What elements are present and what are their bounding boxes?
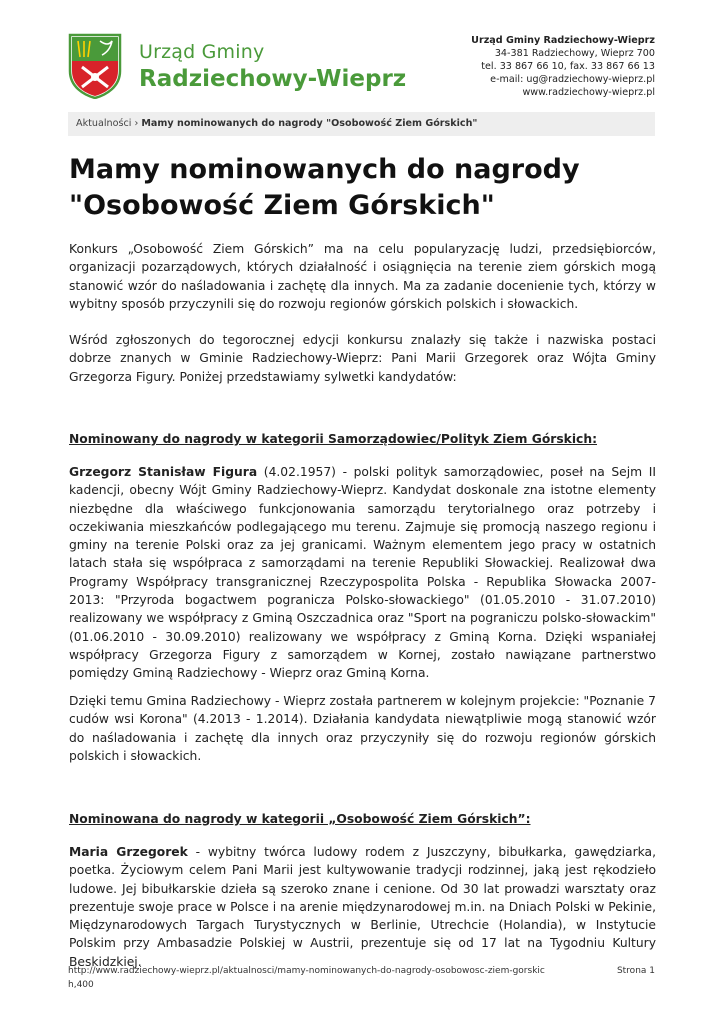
contact-office-name: Urząd Gminy Radziechowy-Wieprz — [471, 35, 655, 46]
breadcrumb-current: Mamy nominowanych do nagrody "Osobowość Ziem Górskich" — [141, 118, 478, 129]
breadcrumb-parent-link[interactable]: Aktualności — [76, 118, 132, 129]
intro-paragraph: Konkurs „Osobowość Ziem Górskich” ma na celu popularyzację ludzi, przedsiębiorców, organizacji pozarządowych, których działalność i osiągnięcia na terenie ziem górskich mogą stanowić wzór do naśladowania i zachętę dla innych. Ma za zadanie docenienie tych, którzy w wybitny sposób przyczynili się do rozwoju regionów górskich polskich i słowackich. — [69, 242, 656, 311]
section2-heading: Nominowana do nagrody w kategorii „Osobowość Ziem Górskich”: — [69, 812, 531, 826]
breadcrumb-separator: › — [134, 118, 139, 129]
section2-paragraph — [69, 843, 656, 971]
section1-person-name: Grzegorz Stanisław Figura — [69, 465, 258, 479]
section2-person-name: Maria Grzegorek — [69, 845, 188, 859]
logo-title-line1: Urząd Gminy — [139, 41, 265, 63]
coat-of-arms-icon — [68, 33, 122, 99]
contact-info — [471, 34, 655, 99]
municipality-logo[interactable] — [68, 33, 407, 99]
section1-person-bio: (4.02.1957) - polski polityk samorządowiec, poseł na Sejm II kadencji, obecny Wójt Gminy Radziechowy-Wieprz. Kandydat doskonale zna istotne elementy niezbędne dla właściwego funkcjonowania samorządu terytorialnego oraz potrzeby i oczekiwania mieszkańców podlegającego mu terenu. Zajmuje się promocją naszego regionu i gminy na terenie Polski oraz za jej granicami. Ważnym elementem jego pracy w ostatnich latach stała się współpraca z samorządami na terenie Republiki Słowackiej. Realizował dwa Programy Współpracy transgranicznej Rzeczypospolita Polska - Republika Słowacka 2007-2013: "Przyroda bogactwem pogranicza Polsko-słowackiego" (01.05.2010 - 31.07.2010) realizowany we współpracy z Gminą Oszczadnica oraz "Sport na pograniczu polsko-słowackim" (01.06.2010 - 30.09.2010) realizowany we współpracy z Gminą Korna. Dzięki wspaniałej współpracy Grzegorza Figury z samorządem w Kornej, zostało nawiązane partnerstwo pomiędzy Gminą Radziechowy - Wieprz oraz Gminą Korna. — [69, 465, 656, 681]
section1-heading: Nominowany do nagrody w kategorii Samorządowiec/Polityk Ziem Górskich: — [69, 432, 598, 446]
logo-title-line2: Radziechowy-Wieprz — [139, 66, 407, 92]
contact-email[interactable]: e-mail: ug@radziechowy-wieprz.pl — [490, 74, 655, 85]
contact-website[interactable]: www.radziechowy-wieprz.pl — [522, 87, 655, 98]
article-title: Mamy nominowanych do nagrody "Osobowość Ziem Górskich" — [69, 154, 580, 221]
contact-address: 34-381 Radziechowy, Wieprz 700 — [494, 48, 655, 59]
breadcrumb — [68, 112, 655, 136]
section1-paragraph — [69, 463, 656, 683]
intro-paragraph-2: Wśród zgłoszonych do tegorocznej edycji konkursu znalazły się także i nazwiska postaci dobrze znanych w Gminie Radziechowy-Wieprz: Pani Marii Grzegorek oraz Wójta Gminy Grzegorza Figury. Poniżej przedstawiamy sylwetki kandydatów: — [69, 333, 656, 384]
footer-url: http://www.radziechowy-wieprz.pl/aktualnosci/mamy-nominowanych-do-nagrody-osobowosc-ziem-gorskic h,400 — [68, 966, 545, 990]
contact-phone: tel. 33 867 66 10, fax. 33 867 66 13 — [481, 61, 655, 72]
footer-page-number: Strona 1 — [616, 966, 655, 976]
section2-person-bio: - wybitny twórca ludowy rodem z Juszczyny, bibułkarka, gawędziarka, poetka. Życiowym celem Pani Marii jest kultywowanie tradycji rodzinnej, jaką jest rękodzieło ludowe. Jej bibułkarskie dzieła są szeroko znane i cenione. Od 30 lat prowadzi warsztaty oraz prezentuje swoje prace w Polsce i na arenie międzynarodowej m.in. na Dniach Polski w Pekinie, Międzynarodowych Targach Turystycznych w Berlinie, Utrechcie (Holandia), w Instytucie Polskim przy Ambasadzie Polskiej w Austrii, prezentuje się od 17 lat na Tygodniu Kultury Beskidzkiej. — [69, 845, 656, 969]
section1-paragraph-2: Dzięki temu Gmina Radziechowy - Wieprz została partnerem w kolejnym projekcie: "Poznanie 7 cudów wsi Korona" (4.2013 - 1.2014). Działania kandydata niewątpliwie mogą stanowić wzór do naśladowania i zachętę dla innych oraz przyczyniły się do rozwoju regionów górskich polskich i słowackich. — [69, 694, 656, 763]
